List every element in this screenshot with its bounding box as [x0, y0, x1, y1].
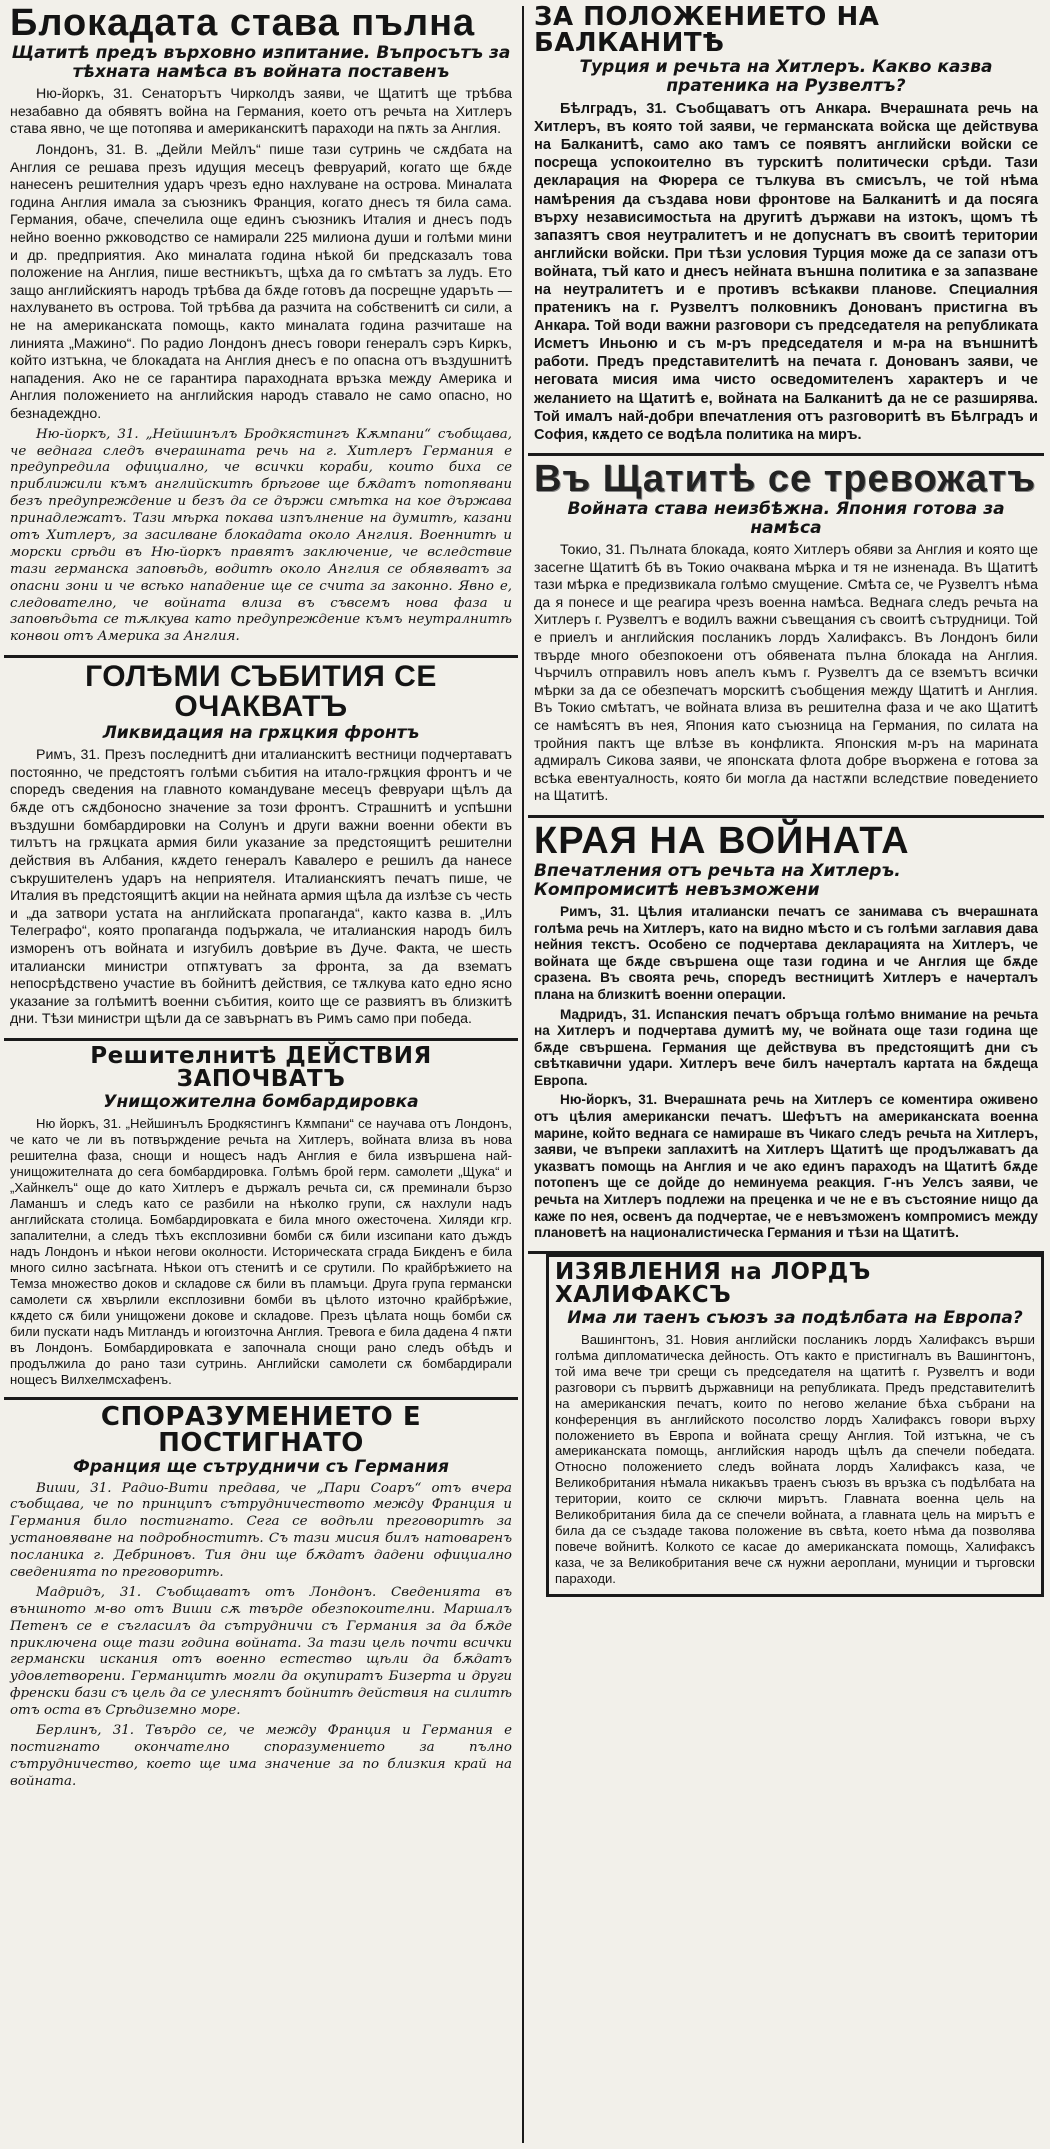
subheadline-decisive-actions: Унищожителна бомбардировка	[103, 1092, 419, 1112]
subheadline-balkans: Турция и речьта на Хитлеръ. Какво казва пратеника на Рузвелтъ?	[579, 57, 993, 97]
paragraph: Вашингтонъ, 31. Новия английски посланикъ лордъ Халифаксъ върши голѣма дипломатическа дейность. Отъ както е пристигналъ въ Вашингтонъ, той има вече три срещи съ председателя на щатитѣ г. Рузвелтъ и води разговори съ първитѣ държавници на републиката. Предъ представителитѣ на американския печатъ, които по негово желание бѣха събрани на конференция въ английското посолство лордъ Халифаксъ говори върху положението въ Европа и войната срещу Англия. Той изтъкна, че съ американската помощь, английския народъ щѣлъ да спечели победата. Относно положението следъ войната лордъ Халифаксъ каза, че Великобритания нѣмала никакъвъ траенъ съюзъ въ връзка съ подѣлбата на територии, които се сключи мирътъ. Главната военна цель на Великобритания била да се спечели войната, а главната цель на мирътъ е била да се създаде такова положение въ свѣта, което нѣма да позволява повече войнитѣ. Колкото се касае до американската помощь, Халифаксъ каза, че за Великобритания вече сѫ нужни аероплани, муниции и търговски параходи.	[555, 1331, 1035, 1587]
article-end-of-war	[528, 818, 1044, 1254]
column-divider	[522, 6, 524, 2143]
paragraph: Мадридъ, 31. Съобщаватъ отъ Лондонъ. Сведенията въ външното м-во отъ Виши сѫ твърде обезпокоителни. Маршалъ Петенъ се е съгласилъ да сътрудничи съ Германия за да бѫде приключена още тази година войната. За тази цель почти всички германски искания отъ военно естество щѣли да бѫдатъ удовлетворени. Германцитѣ могли да окупиратъ Бизерта и други френски бази съ цель да се улеснятъ бойнитѣ действия на силитѣ отъ оста въ Срѣдиземно море.	[10, 1584, 512, 1719]
paragraph: Мадридъ, 31. Испанския печатъ обръща голѣмо внимание на речьта на Хитлеръ и подчертава думитѣ му, че войната още тази година ще бѫде свършена. Германия ще действува въ предстоящитѣ дни съ свѣткавични удари. Хитлеръ вече билъ начерталъ картата на бѫдеща Европа.	[534, 1006, 1038, 1088]
headline-decisive-actions: Решителнитѣ ДЕЙСТВИЯ ЗАПОЧВАТЪ	[90, 1043, 432, 1092]
paragraph: Римъ, 31. Цѣлия италиански печатъ се занимава съ вчерашната голѣма речь на Хитлеръ, като на видно мѣсто и съ голѣми заглавия дава нейния текстъ. Особено се подчертава декларацията на Хитлеръ, че войната ще бѫде свършена още тази година и че Англия ще бѫде сразена. Въ своята речь, споредъ вестницитѣ Хитлеръ е начерталъ плана на близкитѣ военни операции.	[534, 904, 1038, 1002]
subheadline-big-events: Ликвидация на грѫцкия фронтъ	[102, 723, 420, 744]
right-column	[528, 0, 1044, 1597]
headline-states-worried: Въ Щатитѣ се тревожатъ	[534, 457, 1037, 500]
paragraph: Ню-йоркъ, 31. Сенаторътъ Чирколдъ заяви, че Щатитѣ ще трѣбва незабавно да обявятъ война на Германия, което отъ речьта на Хитлеръ става явно, че ще потопява и американскитѣ параходи на пѫть за Англия.	[10, 86, 512, 138]
paragraph: Виши, 31. Радио-Вити предава, че „Пари Соаръ“ отъ вчера съобщава, че по принципъ сътрудничеството между Франция и Германия било постигнато. Сега се водѣли преговоритѣ за установяване на подробноститѣ. Съ тази мисия билъ натоваренъ посланика г. Дебриновъ. Тия дни ще бѫдатъ дадени официално сведенията по преговоритѣ.	[10, 1480, 512, 1580]
article-blockade	[4, 0, 518, 658]
subheadline-agreement: Франция ще сътрудничи съ Германия	[73, 1456, 449, 1477]
subheadline-end-of-war: Впечатления отъ речьта на Хитлеръ. Компромиситѣ невъзможени	[534, 861, 901, 901]
paragraph: Берлинъ, 31. Твърдо се, че между Франция и Германия е постигнато окончателно споразумението за пълно сътрудничество, което ще има значение за по близкия край на войната.	[10, 1723, 512, 1789]
article-states-worried	[528, 456, 1044, 818]
headline-agreement: СПОРАЗУМЕНИЕТО Е ПОСТИГНАТО	[100, 1401, 422, 1458]
paragraph: Ню-йоркъ, 31. Вчерашната речь на Хитлеръ се коментира оживено отъ цѣлия американски печатъ. Шефътъ на американската военна марине, който веднага се намираше въ Чикаго следъ речьта на Хитлеръ, заяви, че въпреки заплахитѣ на Хитлеръ Щатитѣ ще продължаватъ да указватъ помощь на Англия и че ако единъ параходъ на Щатитѣ бѫде потопенъ ще се дойде до неминуема реакция. Г-нъ Уелсъ заяви, че речьта на Хитлеръ подлежи на преценка и че не е въ състояние нищо да каже по нея, освенъ да подчертае, че е невъзможенъ компромисъ между плановетѣ на националистическа Германия и тѣзи на Щатитѣ.	[534, 1092, 1038, 1241]
headline-blockade: Блокадата става пълна	[10, 2, 476, 44]
paragraph: Лондонъ, 31. В. „Дейли Мейлъ“ пише тази сутринь че сѫдбата на Англия се решава презъ идущия месецъ февруарий, когато ще бѫде нанесенъ решителния ударъ чрезъ едно нахлуване на острова. Миналата година Англия имала за съюзникъ Франция, когато днесъ тя била сама. Германия, обаче, спечелила още единъ съюзникъ Италия и днесъ подъ нейно военно ржководство се намирали 225 милиона души и голѣми мини и др. предприятия. Ако миналата година нѣкой би предсказалъ това положение на Англия, пише вестникътъ, щѣха да го смѣтатъ за лудъ. Ето защо английскиятъ народъ трѣбва да бѫде готовъ да посрещне ударъть — нахлуването въ острова. Той трѣбва да разчита на собственитѣ си сили, а не на американската помощь, както миналата година разчиташе на линията „Мажино“. По радио Лондонъ днесъ говори генералъ сэръ Киркъ, който изтъкна, че блокадата на Англия днесъ е по опасна отъ въздушнитѣ нападения. Ако не се гарантира параходната връзка между Америка и Англия положението на английския народъ ставало не само опасно, но безнадеждно.	[10, 141, 512, 423]
paragraph: Римъ, 31. Презъ последнитѣ дни италианскитѣ вестници подчертаватъ постоянно, че предстоятъ голѣми събития на итало-грѫцкия фронтъ и че споредъ сведения на главното командуване месецъ февруари щѣлъ да бѫде отъ сѫдбоносно значение за този фронтъ. Страшнитѣ и успѣшни въздушни бомбардировки на Солунъ и други важни военни обекти въ тилътъ на грѫцката армия били указание за предстоящитѣ решителни действия въ Албания, кѫдето генералъ Кавалеро е решилъ да нанесе съкрушителенъ ударъ на неприятеля. Италианскиятъ печатъ пише, че Италия въ предстоящитѣ акции на нейната армия щѣла да излѣзе съ честь и „да затвори устата на английската пропаганда“, както казва в. „Илъ Телеграфо“, която пропаганда подържала, че италианския народъ билъ изморенъ отъ войната и изгубилъ довѣрие въ Дуче. Факта, че шесть италиански министри отпѫтуватъ за фронта, за да взематъ непосрѣдствено участие въ бойнитѣ действия, се тѫлкува като едно ясно указание за голѣмитѣ военни събития, които ще се развиятъ въ близкитѣ дни. Тѣзи министри щѣли да се завърнатъ въ Римъ само при победа.	[10, 747, 512, 1028]
paragraph: Бѣлградъ, 31. Съобщаватъ отъ Анкара. Вчерашната речь на Хитлеръ, въ която той заяви, че германската войска ще действува на Балканитѣ, само ако тамъ се появятъ английски войски се посреща успокоително въ турскитѣ политически срѣди. Тази декларация на Фюрера се тълкува въ смисълъ, че той нѣма намѣрения да създава нови фронтове на Балканитѣ и да посяга върху независимостьта на другитѣ държави на изтокъ, щомъ тѣ запазятъ своя неутралитетъ и не допуснатъ въ своитѣ територии английски войски. При тѣзи условия Турция може да се запази отъ войната, тъй като и днесъ нейната външна политика е за запазване на неутралитетъ и е противъ всѣкакви планове. Специалния пратеникъ на г. Рузвелтъ полковникъ Донованъ пристигна въ Анкара. Той води важни разговори съ председателя на републиката Исметъ Иньоню и съ м-ръ председателя и м-ра на външнитѣ работи. Предъ представителитѣ на печата г. Донованъ заяви, че неговата мисия има чисто осведомителенъ характеръ и че желанието на Щатитѣ е, войната на Балканитѣ да не се разширява. Той ималъ най-добри впечатления отъ разговоритѣ въ Бѣлградъ и София, кѫдето се водѣла политика на миръ.	[534, 101, 1038, 443]
headline-halifax: ИЗЯВЛЕНИЯ на ЛОРДЪ ХАЛИФАКСЪ	[555, 1258, 871, 1308]
paragraph: Ню йоркъ, 31. „Нейшинълъ Бродкястингъ Кѫмпани“ се научава отъ Лондонъ, че като че ли въ потвърждение речьта на Хитлеръ, войната влиза въ нова решителна фаза, снощи и нощесъ надъ Англия е била извършена най-унищожителната до сега бомбардировка. Голѣмъ брой герм. самолети „Щука“ и „Хайнкелъ“ още до като Хитлеръ е държалъ речьта си, сѫ преминали бързо Ламаншъ и следъ като се разбили на нѣколко групи, сѫ нахлули надъ английската столица. Бомбардировката е била много ожесточена. Хиляди кгр. запалителни, а следъ тѣхъ експлозивни бомби сѫ били изсипани като дъждъ надъ Лондонъ и нѣкои негови околности. Историческата сграда Бикденъ е била много силно засѣгната. Нѣкои отъ стенитѣ и се срутили. По крайбрѣжието на Темза множество доков и складове сѫ били въ пламъци. Друга група германски самолети сѫ хвърлили експлозивни бомби въ цѣлото източно крайбрѣжие, кѫдето сѫ били унищожени докове и складове. Презъ цѣлата нощь бомби сѫ били пускати надъ Митландъ и югоизточна Англия. Тревога е била дадена 4 пѫти въ Лондонъ. Бомбардировката е започнала снощи рано следъ обѣдъ и продължила до рано тази сутринь. Английски самолети сѫ бомбардирали нощесъ Вилхелмсхафенъ.	[10, 1116, 512, 1387]
subheadline-halifax: Има ли таенъ съюзъ за подѣлбата на Европа?	[567, 1307, 1023, 1328]
paragraph: Токио, 31. Пълната блокада, която Хитлеръ обяви за Англия и която ще засегне Щатитѣ бѣ въ Токио очаквана мѣрка и тя не изненада. Въ Щатитѣ тази мѣрка е предизвикала голѣмо смущение. Смѣта се, че Рузвелтъ нѣма да я понесе и ще реагира чрезъ военна намѣса. Веднага следъ речьта на Хитлеръ г. Рузвелтъ е водилъ важни съвещания съ своитѣ сътрудници. Той е приелъ и английския посланикъ лордъ Халифаксъ. Въ Лондонъ били твърде много обезпокоени отъ обявената пълна блокада на Англия. Чърчилъ отправилъ новъ апелъ къмъ г. Рузвелтъ да се вземътъ всички мѣрки за да се обезпечатъ морскитѣ съобщения между Щатитѣ и Англия. Въ Токио смѣтатъ, че войната влиза въ решителна фаза и че ако Щатитѣ се намѣсятъ въ нея, Япония като съюзница на Германия, по силата на тройния пактъ ще влѣзе въ конфликта. Японския м-ръ на марината адмиралъ Сикова заяви, че японската флота добре въоржена е готова за всѣка евентуалность, която би могла да настѫпи вследствие поведението на Щатитѣ.	[534, 541, 1038, 805]
article-balkans	[528, 0, 1044, 456]
headline-big-events: ГОЛѢМИ СЪБИТИЯ СЕ ОЧАКВАТЪ	[85, 660, 437, 724]
article-decisive-actions	[4, 1041, 518, 1400]
article-agreement	[4, 1400, 518, 1800]
article-halifax	[546, 1254, 1044, 1598]
headline-end-of-war: КРАЯ НА ВОЙНАТА	[534, 820, 910, 863]
subheadline-blockade: Щатитѣ предъ върховно изпитание. Въпросътъ за тѣхната намѣса въ войната поставенъ	[11, 43, 511, 83]
left-column	[4, 0, 518, 1800]
headline-balkans: ЗА ПОЛОЖЕНИЕТО НА БАЛКАНИТѢ	[534, 2, 880, 58]
paragraph: Ню-йоркъ, 31. „Нейшинълъ Бродкястингъ Кѫмпани“ съобщава, че веднага следъ вчерашната речь на г. Хитлеръ Германия е предупредила официално, че всички кораби, които биха се приближили къмъ английскитѣ брѣгове ще бѫдатъ потопявани безъ предупреждение и безъ да се държи смѣтка на кое държава принадлежатъ. Тази мѣрка покава изпълнение на думитѣ, казани отъ Хитлеръ, за засилване блокадата около Англия. Военнитѣ и морски срѣди въ Ню-йоркъ правятъ заключение, че вследствие тази германска заповѣдь, водитѣ около Англия се обявяватъ за опасни зони и че всѣко нападение ще се счита за законно. Явно е, следователно, че войната влиза въ съвсемъ нова фаза и заповѣдьта се тѫлкува като предупреждение къмъ неутралнитѣ конвои отъ Америка за Англия.	[10, 426, 512, 645]
article-big-events	[4, 658, 518, 1041]
subheadline-states-worried: Войната става неизбѣжна. Япония готова за намѣса	[567, 498, 1005, 538]
